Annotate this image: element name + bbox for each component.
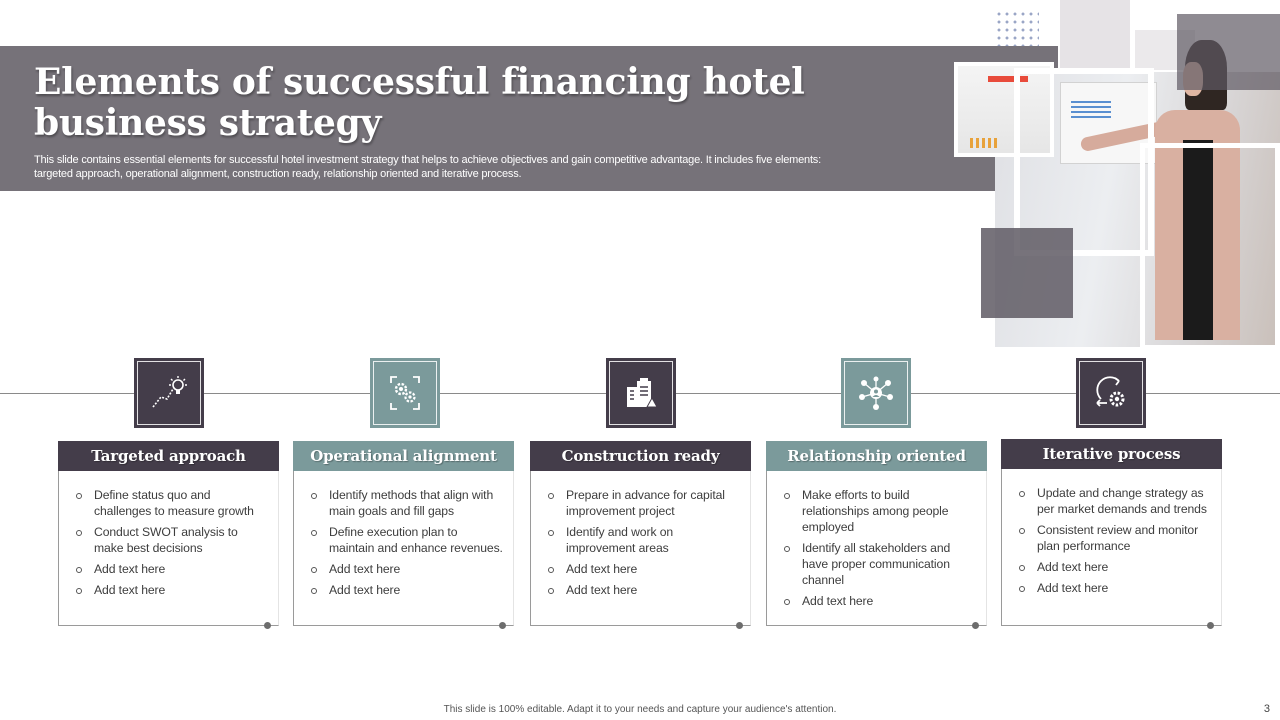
card-body [1001, 469, 1222, 626]
dot-pattern [995, 10, 1039, 46]
bullet-list [531, 471, 750, 598]
bullet-item: Identify all stakeholders and have proper communication channel [802, 540, 978, 588]
bullet-item: Identify and work on improvement areas [566, 524, 742, 556]
bullet-item: Add text here [329, 582, 505, 598]
icon-box-targeted-approach [134, 358, 204, 428]
bullet-item: Add text here [566, 582, 742, 598]
bullet-item: Identify methods that align with main goals and fill gaps [329, 487, 505, 519]
bullet-list [767, 471, 986, 609]
element-card-targeted-approach [58, 441, 279, 626]
slide-title: Elements of successful financing hotel business strategy [34, 61, 805, 144]
decor-square [981, 228, 1073, 318]
connector-dot [972, 622, 979, 629]
card-heading: Construction ready [530, 441, 751, 471]
decor-square [1060, 0, 1130, 68]
card-heading: Targeted approach [58, 441, 279, 471]
bullet-item: Add text here [94, 561, 270, 577]
decor-square [1177, 14, 1280, 90]
photo-collage [950, 0, 1280, 350]
bullet-item: Add text here [94, 582, 270, 598]
bullet-item: Add text here [1037, 559, 1213, 575]
connector-dot [499, 622, 506, 629]
element-card-operational-alignment [293, 441, 514, 626]
card-heading: Relationship oriented [766, 441, 987, 471]
element-card-relationship-oriented [766, 441, 987, 626]
bullet-item: Add text here [566, 561, 742, 577]
bullet-item: Add text here [329, 561, 505, 577]
icon-box-construction-ready [606, 358, 676, 428]
card-heading: Iterative process [1001, 439, 1222, 469]
bullet-list [294, 471, 513, 598]
bullet-item: Consistent review and monitor plan performance [1037, 522, 1213, 554]
lightbulb-growth-icon [149, 373, 189, 413]
card-heading: Operational alignment [293, 441, 514, 471]
bullet-list [1002, 469, 1221, 596]
icon-box-operational-alignment [370, 358, 440, 428]
element-card-iterative-process [1001, 439, 1222, 624]
photo-frame [1140, 143, 1280, 350]
connector-dot [1207, 622, 1214, 629]
slide-subtitle: This slide contains essential elements for successful hotel investment strategy that helps to achieve objectives and gain competitive advantage. It includes five elements: targeted approach, operational alignment, construction ready, relationship oriented and iterative process. [34, 154, 821, 180]
card-body [58, 471, 279, 626]
building-clipboard-icon [621, 373, 661, 413]
page-number: 3 [1263, 703, 1270, 715]
bullet-item: Conduct SWOT analysis to make best decisions [94, 524, 270, 556]
card-body [293, 471, 514, 626]
bullet-item: Update and change strategy as per market demands and trends [1037, 485, 1213, 517]
bullet-item: Make efforts to build relationships among people employed [802, 487, 978, 535]
icon-box-relationship-oriented [841, 358, 911, 428]
bullet-item: Add text here [1037, 580, 1213, 596]
bullet-item: Define status quo and challenges to measure growth [94, 487, 270, 519]
connector-dot [264, 622, 271, 629]
people-network-icon [856, 373, 896, 413]
gears-cycle-icon [385, 373, 425, 413]
connector-dot [736, 622, 743, 629]
bullet-item: Define execution plan to maintain and enhance revenues. [329, 524, 505, 556]
iteration-gear-icon [1091, 373, 1131, 413]
bullet-item: Prepare in advance for capital improvement project [566, 487, 742, 519]
card-body [530, 471, 751, 626]
bullet-list [59, 471, 278, 598]
bullet-item: Add text here [802, 593, 978, 609]
element-card-construction-ready [530, 441, 751, 626]
footer-note: This slide is 100% editable. Adapt it to your needs and capture your audience's attention. [443, 704, 837, 715]
card-body [766, 471, 987, 626]
icon-box-iterative-process [1076, 358, 1146, 428]
